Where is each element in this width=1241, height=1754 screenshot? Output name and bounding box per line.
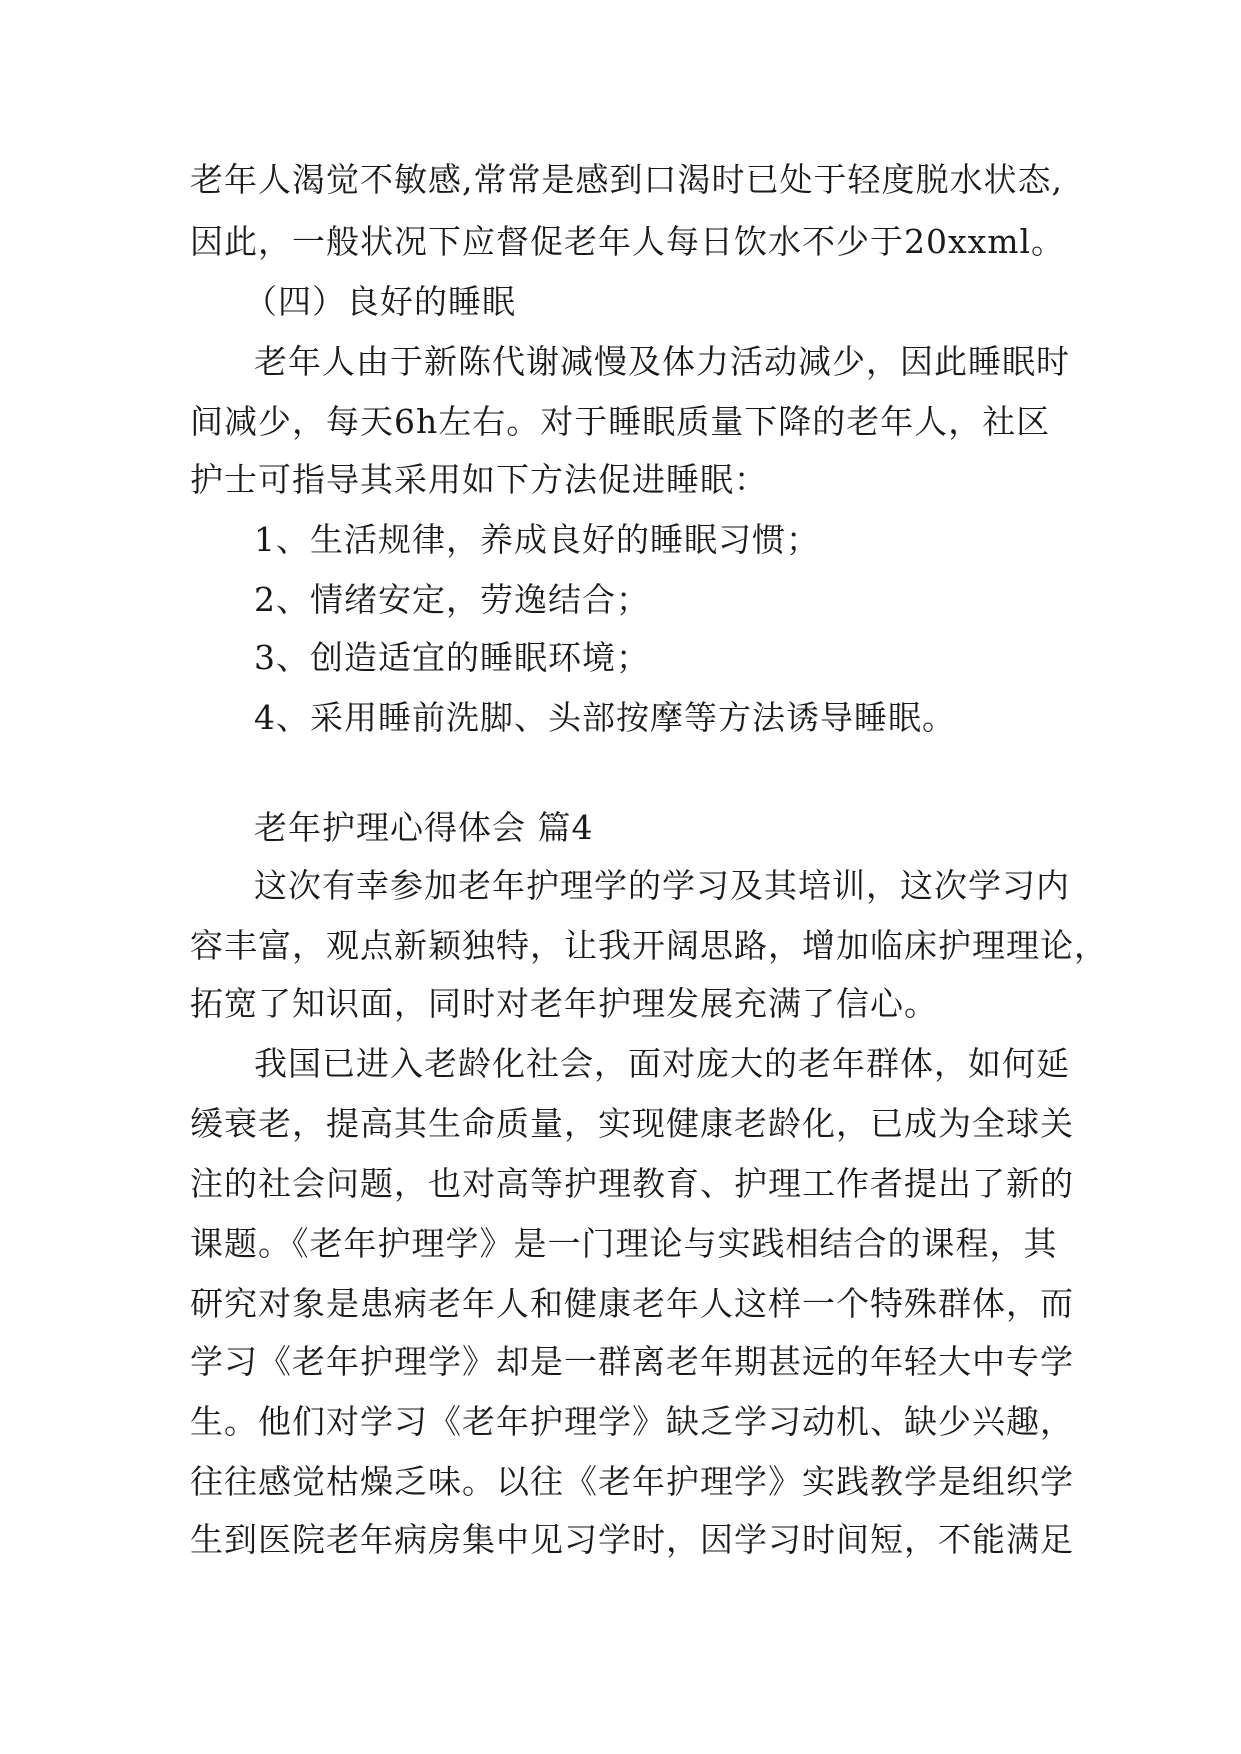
text-line: 我国已进入老龄化社会，面对庞大的老年群体，如何延	[254, 1044, 1070, 1083]
text-line: 注的社会问题，也对高等护理教育、护理工作者提出了新的	[190, 1164, 1074, 1203]
text-line: 生到医院老年病房集中见习学时，因学习时间短，不能满足	[190, 1520, 1074, 1559]
text-line: 学习《老年护理学》却是一群离老年期甚远的年轻大中专学	[190, 1342, 1074, 1381]
text-line: 老年人由于新陈代谢减慢及体力活动减少，因此睡眠时	[254, 342, 1070, 381]
text-line: 研究对象是患病老年人和健康老年人这样一个特殊群体，而	[190, 1284, 1074, 1323]
text-line: 往往感觉枯燥乏味。以往《老年护理学》实践教学是组织学	[190, 1462, 1074, 1501]
text-line: 课题。《老年护理学》是一门理论与实践相结合的课程，其	[190, 1224, 1058, 1263]
list-item: 1、生活规律，养成良好的睡眠习惯；	[254, 520, 820, 559]
text-line: 护士可指导其采用如下方法促进睡眠：	[190, 460, 768, 499]
article-title: 老年护理心得体会 篇4	[254, 808, 594, 847]
text-line: 因此，一般状况下应督促老年人每日饮水不少于20xxml。	[190, 222, 1066, 261]
text-line: 拓宽了知识面，同时对老年护理发展充满了信心。	[190, 984, 938, 1023]
list-item: 4、采用睡前洗脚、头部按摩等方法诱导睡眠。	[254, 698, 956, 737]
text-line: 生。他们对学习《老年护理学》缺乏学习动机、缺少兴趣，	[190, 1402, 1074, 1441]
list-item: 3、创造适宜的睡眠环境；	[254, 638, 650, 677]
text-line: 这次有幸参加老年护理学的学习及其培训，这次学习内	[254, 866, 1070, 905]
text-line: 容丰富，观点新颖独特，让我开阔思路，增加临床护理理论，	[190, 926, 1108, 965]
text-line: 间减少，每天6h左右。对于睡眠质量下降的老年人，社区	[190, 402, 1051, 441]
text-line: 缓衰老，提高其生命质量，实现健康老龄化，已成为全球关	[190, 1104, 1074, 1143]
text-line: 老年人渴觉不敏感,常常是感到口渴时已处于轻度脱水状态,	[190, 160, 1063, 199]
section-heading: （四）良好的睡眠	[244, 282, 516, 321]
list-item: 2、情绪安定，劳逸结合；	[254, 580, 650, 619]
